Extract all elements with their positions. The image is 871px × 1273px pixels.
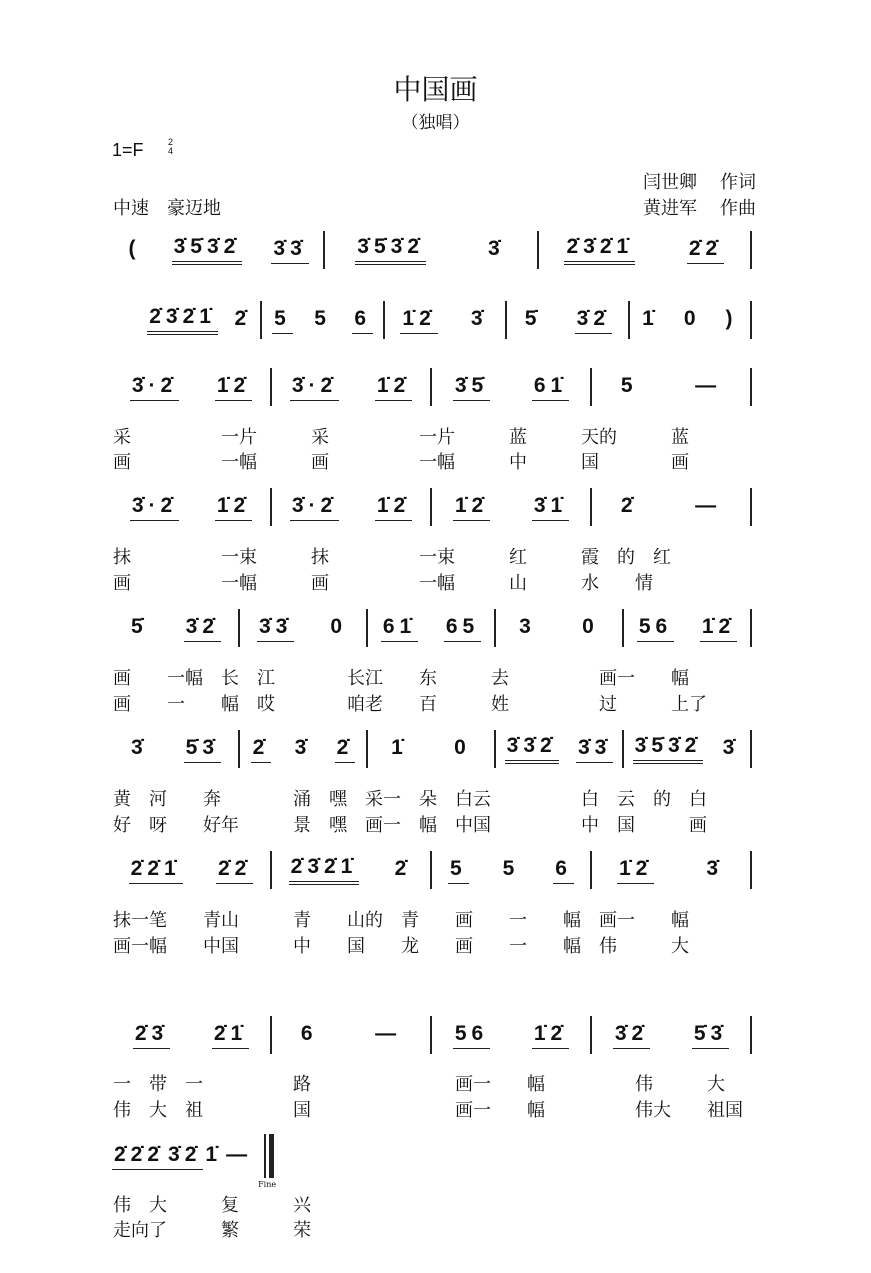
- note-group: 5: [502, 857, 520, 880]
- note-group: 2̇: [394, 857, 412, 880]
- measure: [112, 1015, 270, 1055]
- barline: [750, 368, 752, 406]
- note-group: 56: [453, 1022, 490, 1049]
- measure: [432, 850, 590, 890]
- note-group: 1̇: [391, 736, 408, 759]
- note-group: 3̇: [487, 237, 505, 260]
- lyric-line: 画 一幅 画 一幅 山 水 情: [113, 573, 653, 593]
- note-group: 0: [582, 615, 599, 638]
- note-group: 3̇2̇: [184, 615, 221, 642]
- measure: [624, 608, 750, 648]
- notation-row: [112, 487, 752, 527]
- measure: [112, 367, 270, 407]
- lyric-line: 抹 一束 抹 一束 红 霞 的 红: [113, 547, 671, 567]
- lyric-line: 采 一片 采 一片 蓝 天的 蓝: [113, 427, 689, 447]
- note-group: 3̇3̇: [576, 736, 613, 763]
- measure: [112, 608, 238, 648]
- note-group: 56: [637, 615, 674, 642]
- note-group: —: [695, 494, 722, 517]
- measure: [272, 367, 430, 407]
- note-group: 1̇2̇: [532, 1022, 569, 1049]
- notation-row: [140, 300, 752, 340]
- measure: [262, 300, 382, 340]
- tempo-marking: 中速 豪迈地: [113, 198, 221, 218]
- measure: [539, 230, 750, 270]
- measure: [203, 1136, 254, 1176]
- note-group: 1̇2̇: [453, 494, 490, 521]
- note-group: 61̇: [381, 615, 418, 642]
- note-group: 1̇2̇: [400, 307, 437, 334]
- note-group: 3̇2̇: [613, 1022, 650, 1049]
- note-group: 5: [314, 307, 331, 330]
- note-group: 1̇2̇: [375, 494, 412, 521]
- note-group: (: [128, 237, 141, 260]
- note-group: 5̇: [130, 615, 148, 638]
- lyric-line: 伟 大 祖 国 画一 幅 伟大 祖国: [113, 1100, 743, 1120]
- final-barline: [258, 1134, 277, 1189]
- measure: [592, 367, 750, 407]
- note-group: 3̇3̇: [271, 237, 308, 264]
- lyric-line: 画 一幅 长 江 长江 东 去 画一 幅: [113, 668, 689, 688]
- note-group: 2̇3̇2̇1̇: [289, 855, 360, 885]
- note-group: 2̇3̇: [133, 1022, 170, 1049]
- note-group: 3̇: [130, 736, 148, 759]
- measure: [240, 608, 366, 648]
- lyric-line: 伟 大 复 兴: [113, 1195, 311, 1215]
- measure: [432, 487, 590, 527]
- note-group: 2̇3̇2̇1̇: [564, 235, 635, 265]
- measure: [496, 729, 622, 769]
- composer-credit: 黄进军 作曲: [643, 198, 757, 218]
- lyric-line: 走向了 繁 荣: [113, 1220, 311, 1240]
- measure: [592, 1015, 750, 1055]
- notation-row: [112, 1015, 752, 1055]
- note-group: 3̇·2̇: [290, 374, 339, 401]
- barline: [750, 609, 752, 647]
- barline: [750, 301, 752, 339]
- time-signature-bottom: 4: [168, 146, 174, 156]
- note-group: 3̇5̇: [453, 374, 490, 401]
- note-group: 0: [330, 615, 347, 638]
- note-group: —: [375, 1022, 402, 1045]
- note-group: 3̇5̇3̇2̇: [633, 734, 704, 764]
- barline: [750, 851, 752, 889]
- lyric-line: 好 呀 好年 景 嘿 画一 幅 中国 中 国 画: [113, 815, 707, 835]
- measure: [240, 729, 366, 769]
- note-group: 3̇5̇3̇2̇: [355, 235, 426, 265]
- note-group: 2̇: [251, 736, 272, 763]
- note-group: 3̇·2̇: [130, 374, 179, 401]
- note-group: 0: [683, 307, 701, 330]
- note-group: 5̇3̇: [184, 736, 221, 763]
- note-group: 1̇2̇: [617, 857, 654, 884]
- measure: [112, 1136, 203, 1176]
- note-group: 6: [300, 1022, 318, 1045]
- lyric-line: 一 带 一 路 画一 幅 伟 大: [113, 1074, 725, 1094]
- barline: [750, 488, 752, 526]
- measure: [140, 300, 260, 340]
- note-group: 3̇3̇: [257, 615, 294, 642]
- note-group: 5̇3̇: [692, 1022, 729, 1049]
- note-group: 2̇1̇: [212, 1022, 249, 1049]
- barline: [750, 1016, 752, 1054]
- note-group: 1̇2̇: [215, 374, 252, 401]
- notation-row: [112, 729, 752, 769]
- barline: [750, 730, 752, 768]
- note-group: 2̇2̇2̇: [112, 1143, 166, 1170]
- note-group: ): [725, 307, 738, 330]
- note-group: 5: [620, 374, 638, 397]
- note-group: —: [695, 374, 722, 397]
- lyric-line: 黄 河 奔 涌 嘿 采一 朵 白云 白 云 的 白: [113, 789, 707, 809]
- thin-bar: [264, 1134, 266, 1178]
- measure: [112, 729, 238, 769]
- note-group: 2̇: [335, 736, 356, 763]
- note-group: 2̇3̇2̇1̇: [147, 305, 218, 335]
- measure: [272, 1015, 430, 1055]
- note-group: 1̇2̇: [375, 374, 412, 401]
- measure: [507, 300, 627, 340]
- note-group: 6: [553, 857, 574, 884]
- notation-row: [112, 608, 752, 648]
- notation-row: [112, 1136, 277, 1189]
- measure: [432, 1015, 590, 1055]
- note-group: 3̇3̇2̇: [505, 734, 559, 764]
- lyricist-credit: 闫世卿 作词: [643, 172, 757, 192]
- measure: [624, 729, 750, 769]
- note-group: 3̇: [294, 736, 312, 759]
- note-group: 1̇: [642, 307, 659, 330]
- note-group: 3̇5̇3̇2̇: [172, 235, 243, 265]
- note-group: 2̇2̇: [687, 237, 724, 264]
- time-signature-top: 2: [168, 137, 174, 147]
- note-group: 61̇: [532, 374, 569, 401]
- measure: [592, 850, 750, 890]
- lyric-line: 画 一幅 画 一幅 中 国 画: [113, 452, 689, 472]
- note-group: 65: [444, 615, 481, 642]
- song-title: 中国画: [393, 74, 478, 105]
- notation-row: [112, 367, 752, 407]
- notation-row: [112, 230, 752, 270]
- measure: [325, 230, 536, 270]
- note-group: 6: [352, 307, 373, 334]
- measure: [592, 487, 750, 527]
- note-group: 5: [272, 307, 293, 334]
- measure: [496, 608, 622, 648]
- note-group: 3̇: [706, 857, 723, 880]
- note-group: 0: [454, 736, 471, 759]
- measure: [432, 367, 590, 407]
- note-group: 5̇: [524, 307, 542, 330]
- note-group: 3̇·2̇: [130, 494, 179, 521]
- key-signature: 1=F: [112, 140, 144, 160]
- note-group: 3̇1̇: [532, 494, 569, 521]
- song-subtitle: （独唱）: [401, 113, 470, 132]
- note-group: 2̇: [620, 494, 638, 517]
- note-group: 3̇2̇: [575, 307, 612, 334]
- note-group: 3̇·2̇: [290, 494, 339, 521]
- lyric-line: 画一幅 中国 中 国 龙 画 一 幅 伟 大: [113, 936, 689, 956]
- note-group: 3̇: [470, 307, 488, 330]
- note-group: 1̇2̇: [700, 615, 737, 642]
- measure: [272, 487, 430, 527]
- note-group: 2̇2̇: [216, 857, 253, 884]
- thick-bar: [269, 1134, 274, 1178]
- note-group: 2̇2̇1̇: [129, 857, 183, 884]
- measure: [368, 729, 494, 769]
- note-group: 3̇2̇: [166, 1143, 203, 1170]
- measure: [112, 487, 270, 527]
- measure: [272, 850, 430, 890]
- note-group: —: [226, 1143, 253, 1166]
- note-group: 5: [448, 857, 469, 884]
- measure: [368, 608, 494, 648]
- lyric-line: 画 一 幅 哎 咱老 百 姓 过 上了: [113, 694, 707, 714]
- measure: [385, 300, 505, 340]
- note-group: 3: [519, 615, 536, 638]
- note-group: 1̇: [205, 1143, 223, 1166]
- measure: [112, 850, 270, 890]
- lyric-line: 抹一笔 青山 青 山的 青 画 一 幅 画一 幅: [113, 910, 689, 930]
- barline: [750, 231, 752, 269]
- note-group: 2̇: [234, 307, 252, 330]
- note-group: 1̇2̇: [215, 494, 252, 521]
- time-signature: [168, 138, 173, 156]
- note-group: 3̇: [722, 736, 740, 759]
- notation-row: [112, 850, 752, 890]
- fine-marking: Fine: [258, 1180, 277, 1189]
- measure: [630, 300, 750, 340]
- measure: [112, 230, 323, 270]
